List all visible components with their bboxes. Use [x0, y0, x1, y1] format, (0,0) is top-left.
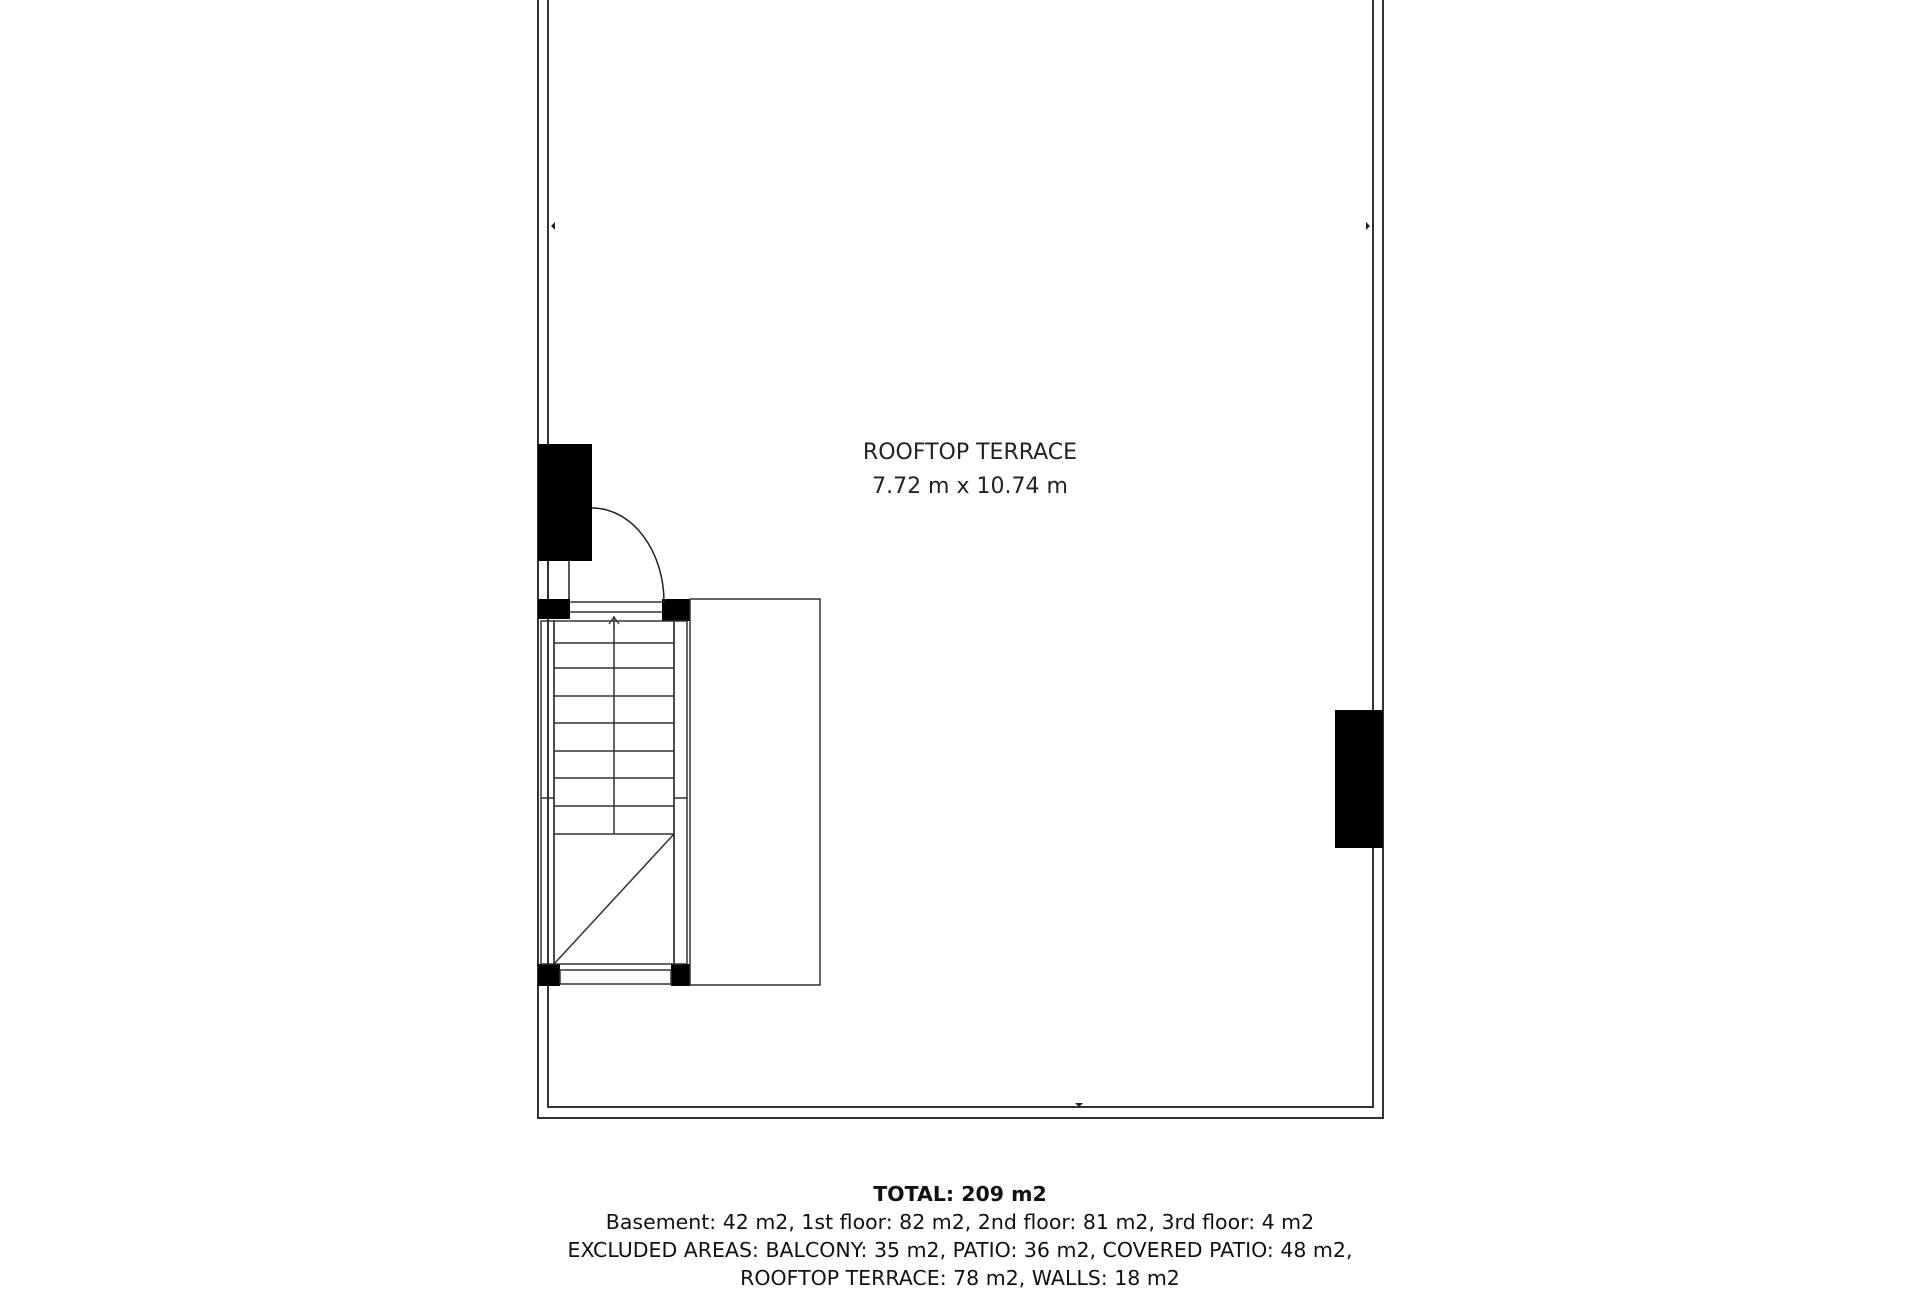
stair-treads [554, 621, 674, 964]
room-dimensions: 7.72 m x 10.74 m [872, 474, 1068, 499]
room-label [770, 436, 1170, 504]
excluded-areas-line-1: EXCLUDED AREAS: BALCONY: 35 m2, PATIO: 36 m2, COVERED PATIO: 48 m2, [567, 1238, 1353, 1262]
floor-areas: Basement: 42 m2, 1st floor: 82 m2, 2nd floor: 81 m2, 3rd floor: 4 m2 [605, 1210, 1315, 1234]
room-name: ROOFTOP TERRACE [862, 440, 1078, 465]
area-summary [460, 1180, 1460, 1292]
stair-direction-arrow [609, 616, 619, 630]
total-area: TOTAL: 209 m2 [873, 1182, 1047, 1206]
landing-area [690, 599, 820, 985]
wall-blocks [538, 444, 1383, 986]
terrace-outline [538, 0, 1383, 1118]
excluded-areas-line-2: ROOFTOP TERRACE: 78 m2, WALLS: 18 m2 [740, 1266, 1180, 1290]
